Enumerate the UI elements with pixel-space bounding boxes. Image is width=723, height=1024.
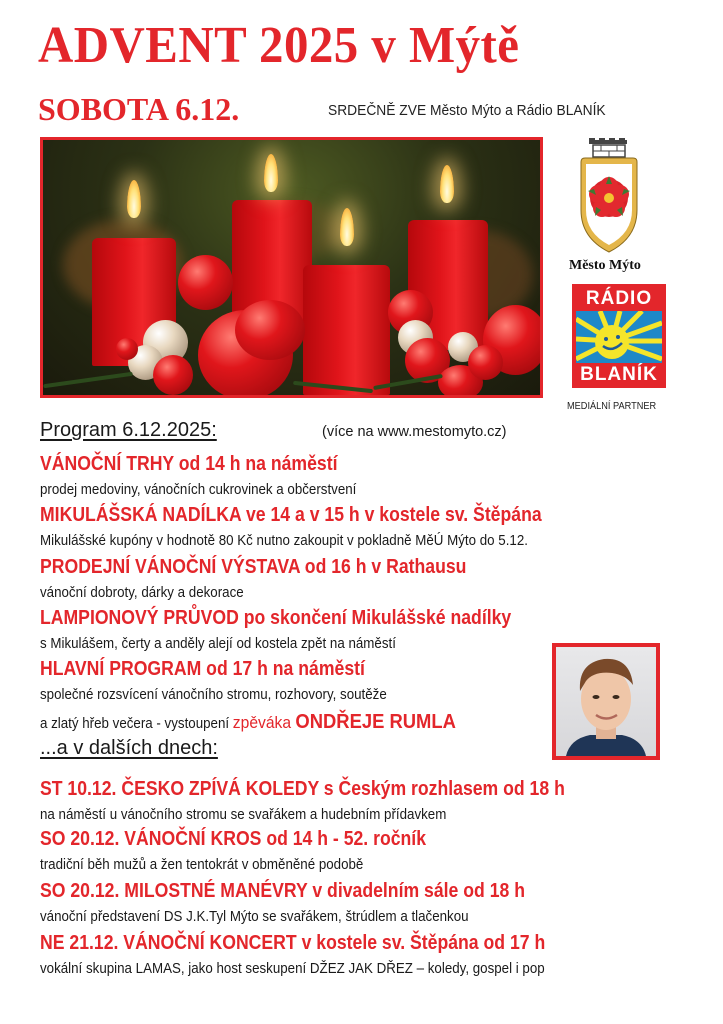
event-description: Mikulášské kupóny v hodnotě 80 Kč nutno zakoupit v pokladně MěÚ Mýto do 5.12.	[40, 533, 528, 549]
program-heading: Program 6.12.2025:	[40, 419, 217, 441]
event-title: LAMPIONOVÝ PRŮVOD po skončení Mikulášské nadílky	[40, 606, 512, 629]
headliner-prefix: a zlatý hřeb večera - vystoupení	[40, 716, 233, 732]
event-description: na náměstí u vánočního stromu se svařákem a hudebním přídavkem	[40, 807, 447, 823]
event-title: MIKULÁŠSKÁ NADÍLKA ve 14 a v 15 h v kostele sv. Štěpána	[40, 503, 542, 526]
event-description: prodej medoviny, vánočních cukrovinek a občerstvení	[40, 482, 357, 498]
ornament	[153, 355, 193, 395]
event-title: PRODEJNÍ VÁNOČNÍ VÝSTAVA od 16 h v Rathausu	[40, 555, 467, 578]
smiling-sun-icon	[576, 311, 662, 363]
poster-title: ADVENT 2025 v Mýtě	[38, 17, 520, 74]
event-description: vánoční představení DS J.K.Tyl Mýto se svařákem, štrúdlem a tlačenkou	[40, 909, 469, 925]
more-info-link[interactable]: (více na www.mestomyto.cz)	[322, 424, 507, 440]
event-description: společné rozsvícení vánočního stromu, rozhovory, soutěže	[40, 687, 387, 703]
event-title: VÁNOČNÍ TRHY od 14 h na náměstí	[40, 452, 338, 475]
event-description: vánoční dobroty, dárky a dekorace	[40, 585, 244, 601]
event-title: HLAVNÍ PROGRAM od 17 h na náměstí	[40, 657, 365, 680]
event-description: tradiční běh mužů a žen tentokrát v obměněné podobě	[40, 857, 364, 873]
ornament	[235, 300, 305, 360]
ornament	[178, 255, 233, 310]
candle	[303, 265, 390, 395]
media-partner-label: MEDIÁLNÍ PARTNER	[567, 401, 657, 412]
city-coat-of-arms-icon	[577, 138, 641, 254]
event-title: ST 10.12. ČESKO ZPÍVÁ KOLEDY s Českým rozhlasem od 18 h	[40, 777, 565, 800]
city-logo-label: Město Mýto	[569, 258, 641, 273]
advent-candles-photo	[40, 137, 543, 398]
radio-logo-top: RÁDIO	[585, 288, 653, 309]
headliner-name: ONDŘEJE RUMLA	[295, 711, 456, 733]
event-title: NE 21.12. VÁNOČNÍ KONCERT v kostele sv. Štěpána od 17 h	[40, 931, 546, 954]
person-photo-icon	[556, 647, 656, 756]
event-description-headliner	[40, 711, 456, 734]
headliner-role: zpěváka	[232, 713, 296, 732]
flame-icon	[127, 180, 141, 218]
event-date: SOBOTA 6.12.	[38, 91, 240, 127]
event-title: SO 20.12. MILOSTNÉ MANÉVRY v divadelním sále od 18 h	[40, 879, 525, 902]
flame-icon	[440, 165, 454, 203]
other-days-heading: ...a v dalších dnech:	[40, 737, 218, 759]
ornament	[116, 338, 138, 360]
flame-icon	[340, 208, 354, 246]
ornament	[468, 345, 503, 380]
flame-icon	[264, 154, 278, 192]
singer-portrait	[552, 643, 660, 760]
event-description: vokální skupina LAMAS, jako host seskupení DŽEZ JAK DŘEZ – koledy, gospel i pop	[40, 961, 545, 977]
event-title: SO 20.12. VÁNOČNÍ KROS od 14 h - 52. ročník	[40, 827, 427, 850]
event-description: s Mikulášem, čerty a anděly alejí od kostela zpět na náměstí	[40, 636, 396, 652]
invitation-text: SRDEČNĚ ZVE Město Mýto a Rádio BLANÍK	[328, 102, 606, 119]
radio-logo-bottom: BLANÍK	[580, 364, 658, 385]
radio-blanik-logo	[572, 284, 666, 388]
